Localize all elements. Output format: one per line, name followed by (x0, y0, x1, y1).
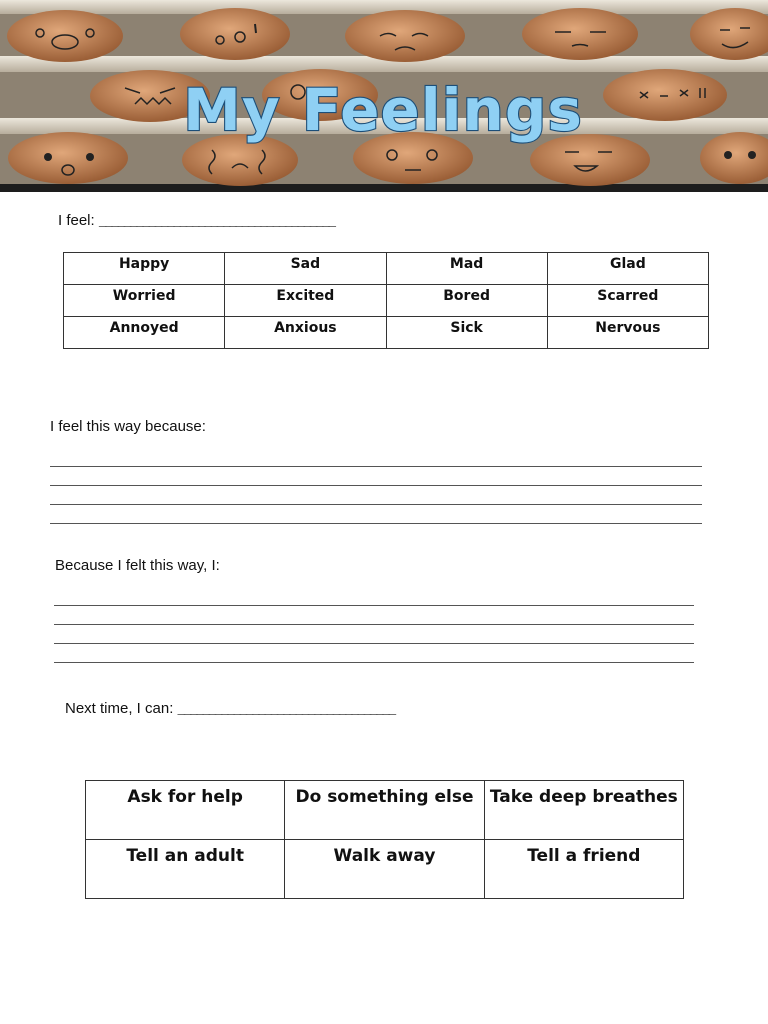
writing-line[interactable] (50, 467, 702, 486)
egg-face (7, 10, 123, 62)
coping-option[interactable]: Tell an adult (86, 840, 285, 899)
writing-line[interactable] (50, 486, 702, 505)
egg-face (345, 10, 465, 62)
feeling-option[interactable]: Mad (386, 253, 547, 285)
i-feel-blank: ______________________________________ (98, 214, 335, 229)
writing-line[interactable] (50, 448, 702, 467)
because-felt-writing-lines[interactable] (54, 587, 694, 663)
feeling-option[interactable]: Excited (225, 285, 386, 317)
table-row (64, 253, 709, 285)
writing-line[interactable] (54, 644, 694, 663)
table-row (64, 285, 709, 317)
egg-face (522, 8, 638, 60)
writing-line[interactable] (54, 587, 694, 606)
feeling-option[interactable]: Glad (547, 253, 708, 285)
page-title: My Feelings (183, 76, 583, 144)
table-row (64, 317, 709, 349)
feeling-option[interactable]: Happy (64, 253, 225, 285)
because-label: I feel this way because: (50, 418, 206, 435)
table-row (86, 840, 684, 899)
coping-option[interactable]: Walk away (285, 840, 484, 899)
egg-face (8, 132, 128, 184)
feeling-option[interactable]: Worried (64, 285, 225, 317)
coping-option[interactable]: Take deep breathes (484, 781, 683, 840)
feeling-option[interactable]: Nervous (547, 317, 708, 349)
coping-table (85, 780, 684, 899)
coping-option[interactable]: Tell a friend (484, 840, 683, 899)
feeling-option[interactable]: Annoyed (64, 317, 225, 349)
next-time-line[interactable] (65, 700, 395, 717)
writing-line[interactable] (54, 606, 694, 625)
writing-line[interactable] (54, 625, 694, 644)
because-writing-lines[interactable] (50, 448, 702, 524)
header-banner (0, 0, 768, 192)
egg-faces-photo (0, 0, 768, 192)
next-time-label: Next time, I can: (65, 700, 174, 717)
because-felt-label: Because I felt this way, I: (55, 557, 220, 574)
coping-option[interactable]: Ask for help (86, 781, 285, 840)
table-row (86, 781, 684, 840)
egg-face (603, 69, 727, 121)
feeling-option[interactable]: Bored (386, 285, 547, 317)
egg-face (180, 8, 290, 60)
next-time-blank: ___________________________________ (177, 702, 395, 717)
feeling-option[interactable]: Sad (225, 253, 386, 285)
writing-line[interactable] (50, 505, 702, 524)
i-feel-label: I feel: (58, 212, 95, 229)
coping-option[interactable]: Do something else (285, 781, 484, 840)
feeling-option[interactable]: Anxious (225, 317, 386, 349)
i-feel-line[interactable] (58, 212, 335, 229)
feelings-table (63, 252, 709, 349)
feeling-option[interactable]: Sick (386, 317, 547, 349)
feeling-option[interactable]: Scarred (547, 285, 708, 317)
